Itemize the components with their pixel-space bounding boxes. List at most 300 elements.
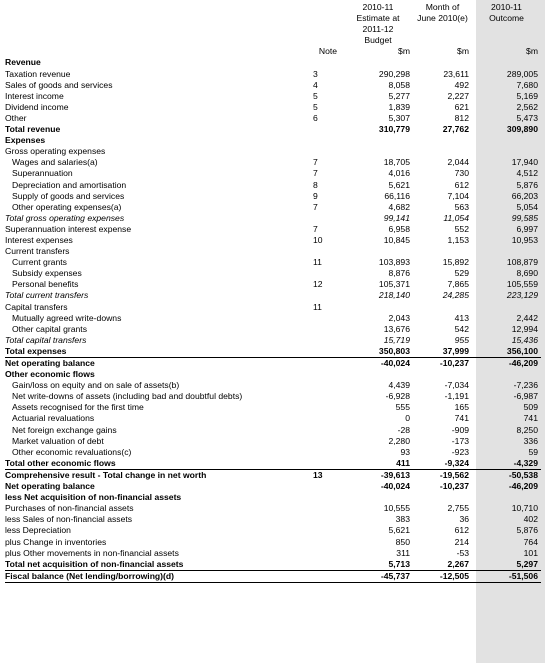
row-budget-value xyxy=(343,302,413,313)
header-month-unit: $m xyxy=(457,46,469,57)
row-label: less Sales of non-financial assets xyxy=(5,514,133,525)
row-month-value: 24,285 xyxy=(442,290,469,301)
header-row-5 xyxy=(5,46,541,57)
row-budget-value: 555 xyxy=(395,402,410,413)
header-budget-unit: $m xyxy=(398,46,410,57)
table-row xyxy=(5,180,541,191)
row-budget-value xyxy=(343,246,413,257)
table-row xyxy=(5,525,541,536)
row-note xyxy=(310,481,343,492)
row-month-value: 214 xyxy=(454,536,469,547)
table-row xyxy=(5,492,541,503)
header-row-4 xyxy=(5,35,541,46)
row-label: less Net acquisition of non-financial assets xyxy=(5,492,182,503)
row-note xyxy=(310,548,343,559)
row-note: 11 xyxy=(313,257,322,268)
row-note: 7 xyxy=(313,168,318,179)
table-row xyxy=(5,324,541,335)
row-outcome-value: 402 xyxy=(523,514,538,525)
row-budget-value: 350,803 xyxy=(378,345,410,356)
row-note xyxy=(310,358,343,370)
row-budget-value: 93 xyxy=(400,446,410,457)
row-budget-value: 8,058 xyxy=(388,79,410,90)
row-label: Other xyxy=(5,112,27,123)
row-outcome-value: 17,940 xyxy=(511,157,538,168)
row-outcome-value: 309,890 xyxy=(506,124,538,135)
row-outcome-value: 764 xyxy=(523,536,538,547)
row-note xyxy=(310,313,343,324)
row-label: Net operating balance xyxy=(5,481,95,492)
row-budget-value xyxy=(343,57,413,68)
row-note xyxy=(310,213,343,224)
row-budget-value: 6,958 xyxy=(388,223,410,234)
row-budget-value: 10,555 xyxy=(383,503,410,514)
table-row xyxy=(5,102,541,113)
row-month-value: 2,227 xyxy=(447,90,469,101)
row-outcome-value xyxy=(472,302,541,313)
table-row xyxy=(5,257,541,268)
table-row xyxy=(5,537,541,548)
row-outcome-value: 8,250 xyxy=(516,424,538,435)
table-row xyxy=(5,481,541,492)
row-outcome-value: -50,538 xyxy=(472,469,541,481)
row-label: Current grants xyxy=(12,257,67,268)
row-outcome-value: 336 xyxy=(523,435,538,446)
header-month-line-2: June 2010(e) xyxy=(417,13,468,24)
row-outcome-value: 5,876 xyxy=(516,525,538,536)
row-note: 7 xyxy=(313,157,318,168)
row-outcome-value: 356,100 xyxy=(506,345,538,356)
row-note xyxy=(310,436,343,447)
row-note xyxy=(310,413,343,424)
row-label: plus Change in inventories xyxy=(5,536,107,547)
row-note: 11 xyxy=(313,301,322,312)
row-outcome-value: 10,710 xyxy=(511,503,538,514)
table-row xyxy=(5,290,541,301)
row-budget-value: 66,116 xyxy=(384,190,410,201)
row-note xyxy=(310,335,343,346)
row-outcome-value xyxy=(472,135,541,146)
row-outcome-value: 223,129 xyxy=(506,290,538,301)
row-month-value xyxy=(413,57,472,68)
row-note: 7 xyxy=(313,223,318,234)
row-outcome-value: 12,994 xyxy=(511,323,538,334)
row-note xyxy=(310,246,343,257)
row-note: 4 xyxy=(313,79,318,90)
row-month-value: -53 xyxy=(456,547,469,558)
row-budget-value: 2,280 xyxy=(388,435,410,446)
table-row xyxy=(5,380,541,391)
row-budget-value: 99,141 xyxy=(383,212,410,223)
row-budget-value: -39,613 xyxy=(343,469,413,481)
row-label: Interest income xyxy=(5,90,64,101)
row-note: 8 xyxy=(313,179,318,190)
table-row xyxy=(5,124,541,135)
table-row xyxy=(5,391,541,402)
row-month-value: -909 xyxy=(451,424,469,435)
row-outcome-value xyxy=(472,492,541,503)
row-budget-value: -45,737 xyxy=(343,570,413,582)
row-budget-value: -40,024 xyxy=(343,358,413,370)
row-label: less Depreciation xyxy=(5,525,71,536)
row-outcome-value: 289,005 xyxy=(506,68,538,79)
table-row xyxy=(5,413,541,424)
row-budget-value: 18,705 xyxy=(383,157,410,168)
row-month-value: 7,104 xyxy=(447,190,469,201)
row-label: Other economic revaluations(c) xyxy=(12,446,132,457)
row-budget-value: 2,043 xyxy=(388,312,410,323)
row-note xyxy=(310,146,343,157)
row-outcome-value: 5,297 xyxy=(516,558,538,569)
table-row xyxy=(5,268,541,279)
row-outcome-value: 741 xyxy=(523,413,538,424)
row-outcome-value: 2,442 xyxy=(516,312,538,323)
row-outcome-value: 5,876 xyxy=(516,179,538,190)
row-outcome-value: 509 xyxy=(523,402,538,413)
row-budget-value: -40,024 xyxy=(380,481,410,492)
table-row xyxy=(5,168,541,179)
row-label: Total other economic flows xyxy=(5,457,116,468)
row-budget-value: 5,621 xyxy=(388,525,410,536)
row-note: 6 xyxy=(313,112,318,123)
row-budget-value: 5,621 xyxy=(388,179,410,190)
row-month-value: 542 xyxy=(454,323,469,334)
table-row xyxy=(5,358,541,370)
row-outcome-value xyxy=(472,369,541,380)
row-budget-value: 310,779 xyxy=(378,124,410,135)
row-note xyxy=(310,503,343,514)
row-outcome-value xyxy=(472,57,541,68)
row-note xyxy=(310,346,343,358)
header-row-1 xyxy=(5,2,541,13)
header-outcome-unit: $m xyxy=(526,46,538,57)
row-outcome-value: -4,329 xyxy=(513,457,538,468)
table-row xyxy=(5,514,541,525)
row-note: 7 xyxy=(313,201,318,212)
table-row xyxy=(5,80,541,91)
table-row xyxy=(5,548,541,559)
table-row xyxy=(5,436,541,447)
table-row xyxy=(5,313,541,324)
row-budget-value: 4,439 xyxy=(388,380,410,391)
row-note xyxy=(310,514,343,525)
table-row xyxy=(5,559,541,571)
header-month-line-1: Month of xyxy=(425,2,460,12)
row-label: Current transfers xyxy=(5,246,70,257)
row-label: Total gross operating expenses xyxy=(5,212,125,223)
row-note xyxy=(310,324,343,335)
row-month-value: -19,562 xyxy=(413,469,472,481)
table-row xyxy=(5,447,541,458)
table-row xyxy=(5,146,541,157)
row-label: Revenue xyxy=(5,57,41,68)
table-row xyxy=(5,302,541,313)
row-label: Other operating expenses(a) xyxy=(12,201,122,212)
row-outcome-value: -46,209 xyxy=(472,358,541,370)
row-outcome-value xyxy=(472,146,541,157)
row-outcome-value: 59 xyxy=(528,446,538,457)
row-label: Expenses xyxy=(5,135,46,146)
row-label: Subsidy expenses xyxy=(12,268,82,279)
row-note xyxy=(310,124,343,135)
row-note xyxy=(310,380,343,391)
row-budget-value: 5,713 xyxy=(388,558,410,569)
row-budget-value: 4,682 xyxy=(388,201,410,212)
row-label: Total current transfers xyxy=(5,290,89,301)
header-outcome-line-1: 2010-11 xyxy=(491,2,522,12)
row-label: Market valuation of debt xyxy=(12,435,104,446)
header-budget-line-2: Estimate at xyxy=(356,13,400,24)
row-label: Assets recognised for the first time xyxy=(12,402,144,413)
row-note xyxy=(310,425,343,436)
table-row xyxy=(5,469,541,481)
row-budget-value xyxy=(343,135,413,146)
header-budget-line-3: 2011-12 xyxy=(362,24,394,35)
table-row xyxy=(5,425,541,436)
row-label: Superannuation interest expense xyxy=(5,223,132,234)
row-month-value: 11,054 xyxy=(443,212,469,223)
row-budget-value xyxy=(343,492,413,503)
table-row xyxy=(5,458,541,470)
row-month-value: 612 xyxy=(454,179,469,190)
row-month-value: -10,237 xyxy=(413,358,472,370)
row-month-value: 37,999 xyxy=(442,345,469,356)
row-note xyxy=(310,135,343,146)
row-label: Dividend income xyxy=(5,101,69,112)
row-outcome-value: 101 xyxy=(523,547,538,558)
table-row xyxy=(5,402,541,413)
row-budget-value: 103,893 xyxy=(378,257,410,268)
row-note xyxy=(310,447,343,458)
row-month-value: -7,034 xyxy=(444,380,469,391)
row-label: Sales of goods and services xyxy=(5,79,113,90)
row-label: Gross operating expenses xyxy=(5,146,106,157)
table-row xyxy=(5,135,541,146)
row-note xyxy=(310,369,343,380)
row-label: plus Other movements in non-financial assets xyxy=(5,547,179,558)
row-label: Total capital transfers xyxy=(5,334,87,345)
row-note: 10 xyxy=(313,234,323,245)
row-month-value: 165 xyxy=(454,402,469,413)
row-month-value: 563 xyxy=(454,201,469,212)
table-row xyxy=(5,335,541,346)
row-outcome-value: -51,506 xyxy=(472,570,541,582)
row-budget-value: 5,307 xyxy=(388,112,410,123)
row-outcome-value: 10,953 xyxy=(511,234,538,245)
row-label: Depreciation and amortisation xyxy=(12,179,127,190)
row-label: Gain/loss on equity and on sale of assets(b) xyxy=(12,380,180,391)
row-month-value: 552 xyxy=(454,223,469,234)
row-label: Fiscal balance (Net lending/borrowing)(d) xyxy=(5,570,310,582)
row-outcome-value: 108,879 xyxy=(506,257,538,268)
row-note: 13 xyxy=(310,469,343,481)
row-outcome-value: -46,209 xyxy=(508,481,538,492)
row-outcome-value: -7,236 xyxy=(513,380,538,391)
row-month-value xyxy=(413,492,472,503)
row-month-value: 36 xyxy=(459,514,469,525)
row-note xyxy=(310,525,343,536)
row-note: 5 xyxy=(313,101,318,112)
row-month-value: 27,762 xyxy=(442,124,469,135)
row-label: Total revenue xyxy=(5,124,61,135)
row-month-value: 2,267 xyxy=(447,558,469,569)
row-note xyxy=(310,391,343,402)
row-label: Taxation revenue xyxy=(5,68,71,79)
row-month-value: 7,865 xyxy=(447,279,469,290)
header-budget-line-4: Budget xyxy=(364,35,392,46)
row-month-value: 413 xyxy=(454,312,469,323)
row-note xyxy=(310,268,343,279)
row-note: 9 xyxy=(313,190,318,201)
table-row xyxy=(5,369,541,380)
row-label: Net write-downs of assets (including bad and doubtful debts) xyxy=(12,391,243,402)
row-label: Capital transfers xyxy=(5,301,68,312)
row-month-value: 23,611 xyxy=(443,68,469,79)
table-row xyxy=(5,246,541,257)
row-label: Personal benefits xyxy=(12,279,79,290)
row-note xyxy=(310,537,343,548)
row-month-value: 529 xyxy=(454,268,469,279)
row-label: Mutually agreed write-downs xyxy=(12,312,122,323)
row-month-value: 2,044 xyxy=(447,157,469,168)
row-label: Comprehensive result - Total change in net worth xyxy=(5,469,310,481)
row-budget-value: 4,016 xyxy=(388,168,410,179)
row-label: Total expenses xyxy=(5,345,67,356)
row-label: Superannuation xyxy=(12,168,73,179)
row-budget-value: 10,845 xyxy=(383,234,410,245)
row-month-value: -1,191 xyxy=(444,391,469,402)
row-month-value: 15,892 xyxy=(442,257,469,268)
row-note xyxy=(310,402,343,413)
table-row xyxy=(5,235,541,246)
row-budget-value: 8,876 xyxy=(388,268,410,279)
row-month-value: -12,505 xyxy=(413,570,472,582)
row-outcome-value: 8,690 xyxy=(516,268,538,279)
table-row xyxy=(5,213,541,224)
header-note: Note xyxy=(318,46,338,57)
table-row xyxy=(5,157,541,168)
row-budget-value: 311 xyxy=(396,547,410,558)
row-month-value xyxy=(413,369,472,380)
row-budget-value: -28 xyxy=(397,424,410,435)
row-outcome-value: 15,436 xyxy=(511,334,538,345)
row-month-value: -173 xyxy=(451,435,469,446)
row-month-value: -10,237 xyxy=(439,481,469,492)
row-note xyxy=(310,290,343,301)
row-month-value: -9,324 xyxy=(444,457,469,468)
row-label: Purchases of non-financial assets xyxy=(5,503,134,514)
row-budget-value: -6,928 xyxy=(385,391,410,402)
table-row xyxy=(5,279,541,290)
row-month-value: 621 xyxy=(454,101,469,112)
operating-statement-table xyxy=(5,2,541,583)
row-note: 5 xyxy=(313,90,318,101)
row-month-value: 741 xyxy=(454,413,469,424)
table-row xyxy=(5,191,541,202)
row-budget-value: 5,277 xyxy=(388,90,410,101)
row-month-value: 730 xyxy=(454,168,469,179)
row-note xyxy=(310,57,343,68)
row-outcome-value: 66,203 xyxy=(511,190,538,201)
row-month-value xyxy=(413,302,472,313)
row-budget-value: 0 xyxy=(405,413,410,424)
header-outcome-line-2: Outcome xyxy=(489,13,524,24)
row-outcome-value: 99,585 xyxy=(511,212,538,223)
row-budget-value: 218,140 xyxy=(378,290,410,301)
row-note: 3 xyxy=(313,68,318,79)
table-row xyxy=(5,91,541,102)
row-outcome-value: 2,562 xyxy=(516,101,538,112)
table-body xyxy=(5,57,541,582)
row-outcome-value: 6,997 xyxy=(516,223,538,234)
row-outcome-value: 5,054 xyxy=(516,201,538,212)
row-outcome-value: 7,680 xyxy=(516,79,538,90)
row-note xyxy=(310,492,343,503)
row-month-value: 612 xyxy=(454,525,469,536)
row-budget-value xyxy=(343,146,413,157)
row-budget-value: 15,719 xyxy=(383,334,410,345)
row-budget-value: 105,371 xyxy=(378,279,410,290)
row-outcome-value: -6,987 xyxy=(513,391,538,402)
row-label: Total net acquisition of non-financial assets xyxy=(5,558,184,569)
row-note xyxy=(310,570,343,582)
table-row xyxy=(5,57,541,68)
table-row xyxy=(5,346,541,358)
row-month-value: 1,153 xyxy=(447,234,469,245)
row-month-value: -923 xyxy=(451,446,469,457)
table-row xyxy=(5,224,541,235)
row-label: Supply of goods and services xyxy=(12,190,125,201)
row-note xyxy=(310,458,343,470)
row-month-value: 955 xyxy=(454,334,469,345)
row-budget-value: 383 xyxy=(395,514,410,525)
table-row xyxy=(5,113,541,124)
row-note: 12 xyxy=(313,279,323,290)
table-row xyxy=(5,570,541,582)
row-label: Net foreign exchange gains xyxy=(12,424,117,435)
row-label: Other capital grants xyxy=(12,323,87,334)
row-budget-value xyxy=(343,369,413,380)
row-month-value: 492 xyxy=(454,79,469,90)
header-row-3 xyxy=(5,24,541,35)
table-header xyxy=(5,2,541,57)
table-row xyxy=(5,69,541,80)
row-budget-value: 1,839 xyxy=(388,101,410,112)
row-budget-value: 290,298 xyxy=(378,68,410,79)
header-row-2 xyxy=(5,13,541,24)
row-budget-value: 850 xyxy=(395,536,410,547)
row-month-value xyxy=(413,135,472,146)
row-outcome-value: 5,473 xyxy=(516,112,538,123)
row-label: Wages and salaries(a) xyxy=(12,157,98,168)
table-row xyxy=(5,503,541,514)
row-outcome-value: 4,512 xyxy=(516,168,538,179)
row-label: Interest expenses xyxy=(5,234,73,245)
header-budget-line-1: 2010-11 xyxy=(362,2,394,12)
row-note xyxy=(310,559,343,571)
row-label: Actuarial revaluations xyxy=(12,413,95,424)
row-outcome-value: 105,559 xyxy=(506,279,538,290)
row-label: Net operating balance xyxy=(5,358,310,370)
row-outcome-value xyxy=(472,246,541,257)
table-row xyxy=(5,202,541,213)
row-budget-value: 13,676 xyxy=(383,323,410,334)
row-budget-value: 411 xyxy=(396,457,410,468)
row-month-value: 2,755 xyxy=(447,503,469,514)
row-outcome-value: 5,169 xyxy=(516,90,538,101)
row-month-value xyxy=(413,146,472,157)
row-month-value xyxy=(413,246,472,257)
